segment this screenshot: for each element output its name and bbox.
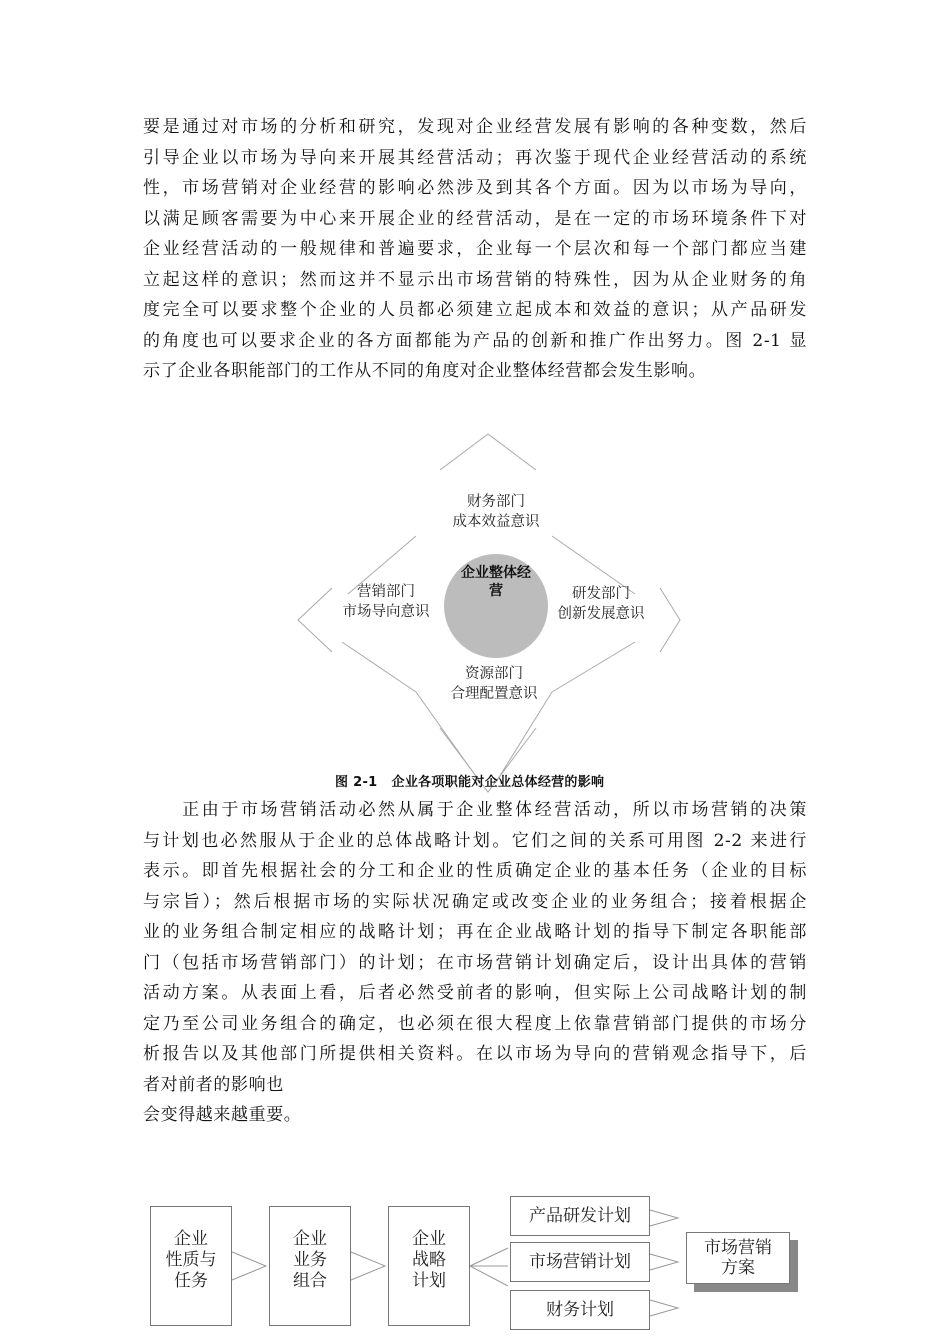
text-line: 业的业务组合制定相应的战略计划；再在企业战略计划的指导下制定各职能部 — [143, 922, 807, 942]
text-line: 定乃至公司业务组合的确定，也必须在很大程度上依靠营销部门提供的市场分 — [143, 1013, 807, 1034]
text-line: 的角度也可以要求企业的各方面都能为产品的创新和推广作出努力。图 2-1 显 — [143, 330, 807, 351]
box-text: 性质与 — [165, 1250, 217, 1270]
text-line: 性，市场营销对企业经营的影响必然涉及到其各个方面。因为以市场为导向， — [143, 178, 807, 198]
box-text: 任务 — [174, 1271, 208, 1291]
text-line: 与计划也必然服从于企业的总体战略计划。它们之间的关系可用图 2-2 来进行 — [143, 830, 807, 851]
business-portfolio-box — [269, 1206, 351, 1326]
box-text: 企业 — [293, 1229, 327, 1249]
dept-name: 营销部门 — [357, 584, 415, 600]
text-line: 活动方案。从表面上看，后者必然受前者的影响，但实际上公司战略计划的制 — [143, 983, 807, 1003]
text-line: 析报告以及其他部门所提供相关资料。在以市场为导向的营销观念指导下，后 — [143, 1044, 807, 1064]
dept-awareness: 成本效益意识 — [452, 514, 540, 530]
box-text: 业务 — [293, 1250, 327, 1270]
box-text: 战略 — [412, 1250, 446, 1270]
box-text: 计划 — [412, 1271, 446, 1291]
paragraph-1 — [143, 112, 807, 387]
dept-awareness: 创新发展意识 — [557, 606, 645, 622]
marketing-dept-label — [330, 582, 442, 622]
caption-number: 图 2-1 — [335, 775, 378, 790]
dept-name: 研发部门 — [572, 586, 630, 602]
center-text: 营 — [489, 583, 503, 599]
box-text: 组合 — [293, 1271, 327, 1291]
marketing-program-box — [686, 1232, 790, 1284]
finance-dept-label — [428, 492, 564, 532]
figure-2-1-caption — [335, 771, 618, 790]
box-text: 方案 — [721, 1258, 755, 1278]
dept-awareness: 市场导向意识 — [342, 604, 430, 620]
paragraph-2 — [143, 795, 807, 1131]
text-line: 者对前者的影响也 — [143, 1074, 284, 1095]
dept-name: 财务部门 — [467, 494, 525, 510]
caption-text: 企业各项职能对企业总体经营的影响 — [391, 775, 605, 790]
strategic-plan-box — [388, 1206, 470, 1326]
center-text: 企业整体经 — [461, 565, 531, 581]
figure-2-1-diagram — [290, 430, 690, 800]
text-line: 表示。即首先根据社会的分工和企业的性质确定企业的基本任务（企业的目标 — [143, 861, 807, 881]
marketing-plan-box: 市场营销计划 — [510, 1242, 650, 1282]
dept-name: 资源部门 — [465, 666, 523, 682]
dept-awareness: 合理配置意识 — [450, 686, 538, 702]
text-line: 正由于市场营销活动必然从属于企业整体经营活动，所以市场营销的决策 — [143, 800, 807, 820]
text-line: 企业经营活动的一般规律和普遍要求，企业每一个层次和每一个部门都应当建 — [143, 239, 807, 259]
text-line: 度完全可以要求整个企业的人员都必须建立起成本和效益的意识；从产品研发 — [143, 300, 807, 320]
rnd-dept-label — [548, 584, 654, 624]
enterprise-nature-box — [150, 1206, 232, 1326]
box-text: 企业 — [174, 1229, 208, 1249]
text-line: 会变得越来越重要。 — [143, 1105, 302, 1125]
text-line: 要是通过对市场的分析和研究，发现对企业经营发展有影响的各种变数，然后 — [143, 117, 807, 137]
text-line: 以满足顾客需要为中心来开展企业的经营活动，是在一定的市场环境条件下对 — [143, 208, 807, 229]
text-line: 示了企业各职能部门的工作从不同的角度对企业整体经营都会发生影响。 — [143, 361, 707, 381]
rnd-plan-box: 产品研发计划 — [510, 1196, 650, 1236]
finance-plan-box: 财务计划 — [510, 1290, 650, 1330]
enterprise-overall-label — [444, 564, 548, 600]
text-line: 引导企业以市场为导向来开展其经营活动；再次鉴于现代企业经营活动的系统 — [143, 147, 807, 168]
figure-2-2-flow-diagram — [148, 1192, 828, 1340]
text-line: 门（包括市场营销部门）的计划；在市场营销计划确定后，设计出具体的营销 — [143, 952, 807, 973]
text-line: 立起这样的意识；然而这并不显示出市场营销的特殊性，因为从企业财务的角 — [143, 269, 807, 290]
box-text: 市场营销 — [704, 1238, 772, 1258]
box-text: 企业 — [412, 1229, 446, 1249]
text-line: 与宗旨）；然后根据市场的实际状况确定或改变企业的业务组合；接着根据企 — [143, 891, 807, 912]
resource-dept-label — [436, 664, 552, 704]
